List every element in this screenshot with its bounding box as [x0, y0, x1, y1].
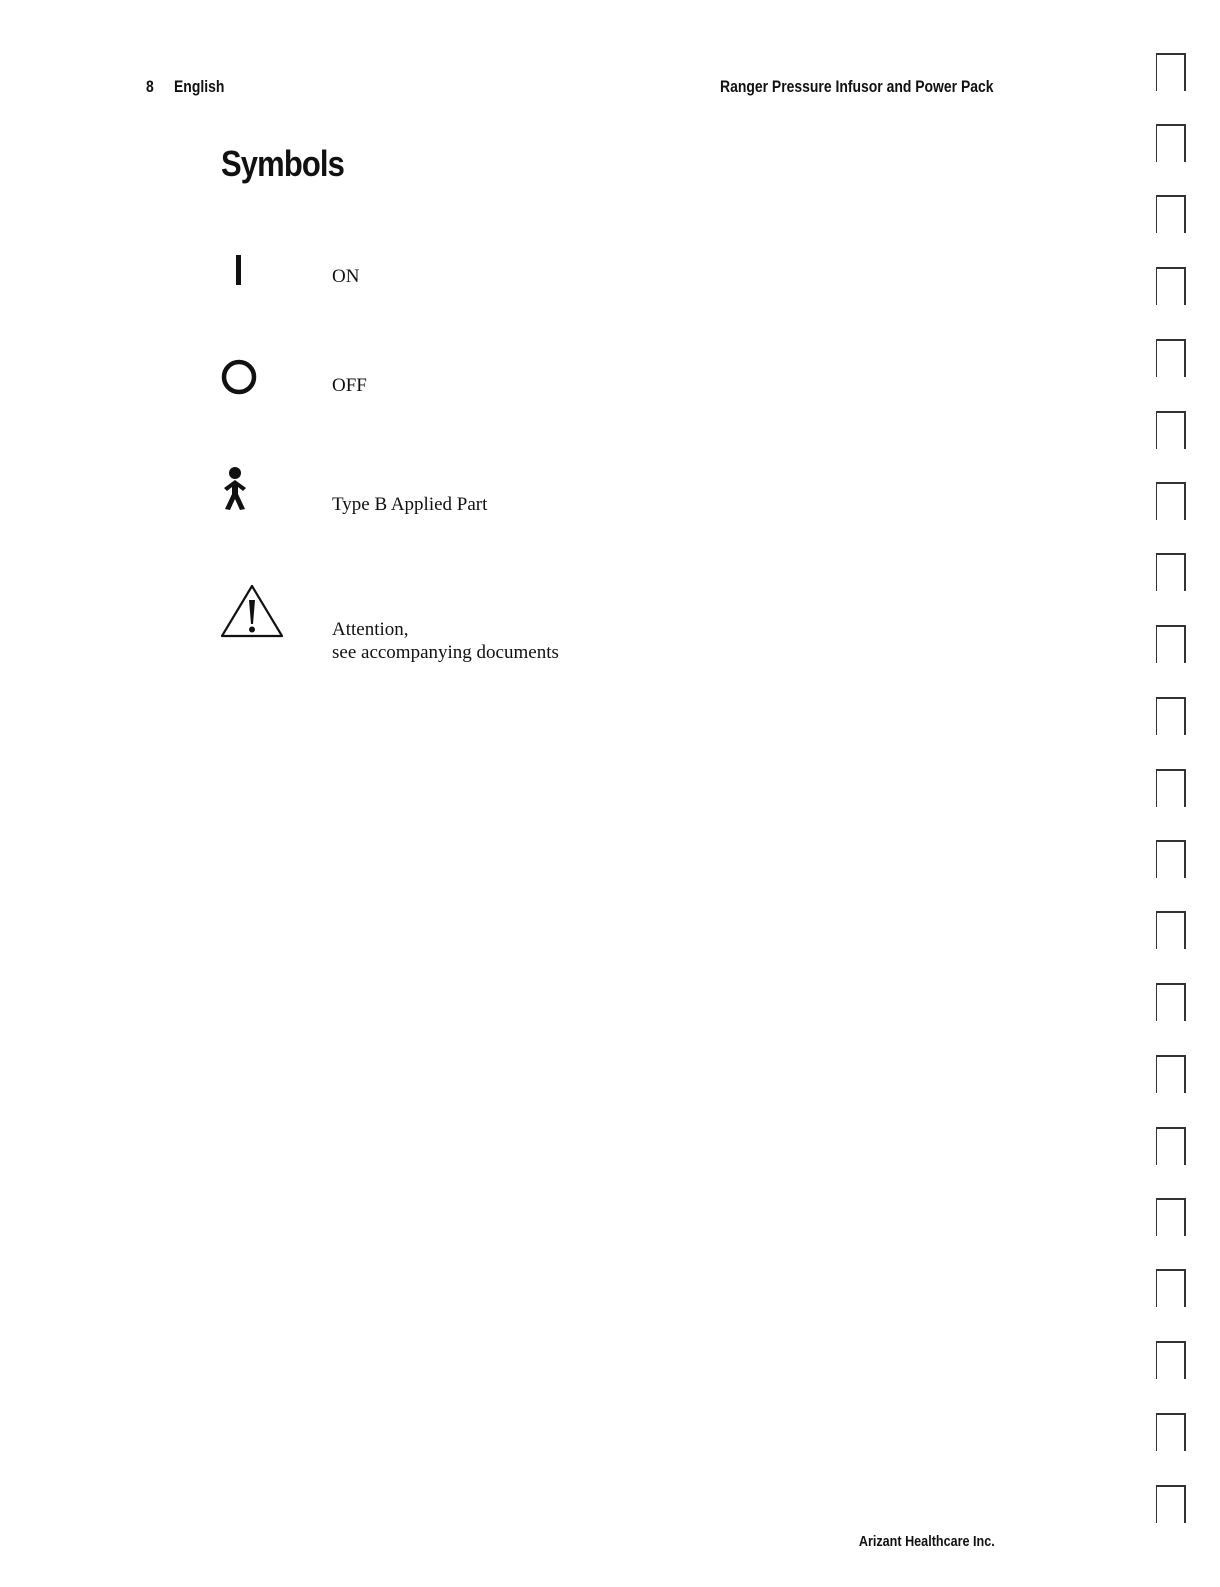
- binder-tab: [1156, 339, 1186, 377]
- page-number: 8: [146, 77, 154, 96]
- binder-tab-column: [1154, 53, 1194, 1553]
- on-icon: [232, 253, 246, 287]
- binder-tab: [1156, 625, 1186, 663]
- binder-tab: [1156, 1485, 1186, 1523]
- attention-warning-icon: [218, 582, 286, 640]
- symbol-label-type-b: Type B Applied Part: [332, 494, 488, 515]
- binder-tab: [1156, 1341, 1186, 1379]
- off-icon: [219, 357, 259, 397]
- binder-tab: [1156, 53, 1186, 91]
- binder-tab: [1156, 1413, 1186, 1451]
- section-heading: Symbols: [221, 143, 345, 184]
- footer-company: Arizant Healthcare Inc.: [859, 1533, 995, 1550]
- binder-tab: [1156, 769, 1186, 807]
- binder-tab: [1156, 411, 1186, 449]
- binder-tab: [1156, 1198, 1186, 1236]
- type-b-applied-part-icon: [218, 464, 254, 514]
- binder-tab: [1156, 482, 1186, 520]
- binder-tab: [1156, 1269, 1186, 1307]
- binder-tab: [1156, 195, 1186, 233]
- symbol-label-on: ON: [332, 266, 360, 287]
- symbol-label-off: OFF: [332, 375, 367, 396]
- symbol-label-attention-line2: see accompanying documents: [332, 642, 559, 663]
- binder-tab: [1156, 697, 1186, 735]
- document-title: Ranger Pressure Infusor and Power Pack: [720, 77, 994, 96]
- language-label: English: [174, 77, 225, 96]
- binder-tab: [1156, 1127, 1186, 1165]
- binder-tab: [1156, 911, 1186, 949]
- binder-tab: [1156, 983, 1186, 1021]
- symbol-label-attention-line1: Attention,: [332, 619, 409, 640]
- binder-tab: [1156, 124, 1186, 162]
- binder-tab: [1156, 553, 1186, 591]
- binder-tab: [1156, 840, 1186, 878]
- binder-tab: [1156, 1055, 1186, 1093]
- binder-tab: [1156, 267, 1186, 305]
